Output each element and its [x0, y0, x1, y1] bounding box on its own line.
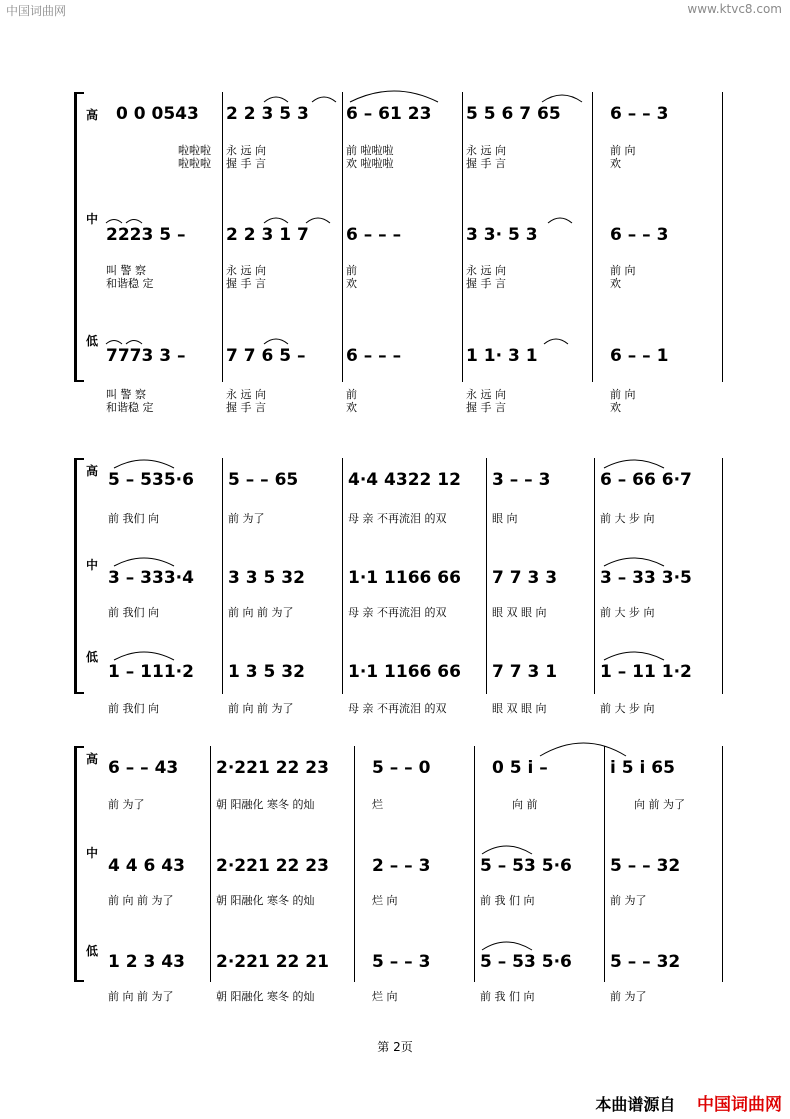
part-label: 高 — [86, 108, 99, 122]
lyric: 母 亲 不再流泪 的双 — [348, 702, 447, 715]
notes: 6 – – – — [346, 225, 402, 245]
barline — [210, 746, 211, 982]
notes: 5 – – 32 — [610, 856, 681, 876]
lyric: 前 为了 — [610, 894, 647, 907]
notes: 6 – – 43 — [108, 758, 179, 778]
lyric: 前 向 — [610, 144, 636, 157]
lyric: 叫 警 察 — [106, 264, 146, 277]
lyric: 前 我 们 向 — [480, 990, 535, 1003]
barline — [722, 92, 723, 382]
notes: 7773 3 – — [106, 346, 186, 366]
lyric: 和谐稳 定 — [106, 401, 154, 414]
notes: 1 – 111·2 — [108, 662, 194, 682]
lyric: 欢 — [346, 401, 357, 414]
lyric: 欢 — [610, 157, 621, 170]
lyric: 朝 阳融化 寒冬 的灿 — [216, 798, 315, 811]
barline — [722, 458, 723, 694]
lyric: 眼 向 — [492, 512, 518, 525]
notes: 1 3 5 32 — [228, 662, 305, 682]
lyric: 欢 — [346, 277, 357, 290]
notes: 7 7 3 1 — [492, 662, 558, 682]
notes: i 5 i 65 — [610, 758, 675, 778]
score-system-2 — [74, 458, 724, 715]
lyric: 前 为了 — [228, 512, 265, 525]
lyric: 欢 啦啦啦 — [346, 157, 394, 170]
lyric: 前 我们 向 — [108, 606, 159, 619]
lyric: 握 手 言 — [466, 401, 506, 414]
lyric: 前 — [346, 388, 357, 401]
notes: 3 – – 3 — [492, 470, 551, 490]
lyric: 握 手 言 — [226, 277, 266, 290]
barline — [722, 746, 723, 982]
lyric: 前 啦啦啦 — [346, 144, 394, 157]
lyric: 永 远 向 — [466, 388, 506, 401]
lyric: 永 远 向 — [226, 388, 266, 401]
notes: 6 – – 3 — [610, 225, 669, 245]
lyric: 欢 — [610, 277, 621, 290]
score-system-3 — [74, 746, 724, 1003]
notes: 7 7 3 3 — [492, 568, 558, 588]
notes: 4 4 6 43 — [108, 856, 185, 876]
part-label: 中 — [86, 212, 99, 226]
lyric: 前 向 前 为了 — [228, 702, 294, 715]
lyric: 烂 向 — [372, 990, 398, 1003]
score-system-1 — [74, 92, 724, 414]
barline — [474, 746, 475, 982]
notes: 5 – – 32 — [610, 952, 681, 972]
lyric: 朝 阳融化 寒冬 的灿 — [216, 894, 315, 907]
barline — [354, 746, 355, 982]
lyric: 前 向 前 为了 — [228, 606, 294, 619]
lyric: 握 手 言 — [226, 157, 266, 170]
lyric: 和谐稳 定 — [106, 277, 154, 290]
notes: 2 2 3 1 7 — [226, 225, 309, 245]
lyric: 握 手 言 — [466, 277, 506, 290]
notes: 5 – 53 5·6 — [480, 952, 572, 972]
system-bracket — [74, 92, 84, 382]
notes: 6 – – – — [346, 346, 402, 366]
watermark-left: 中国词曲网 — [6, 4, 67, 18]
site-name: 中国词曲网 — [697, 1095, 782, 1115]
watermark-right: www.ktvc8.com — [687, 2, 782, 16]
barline — [462, 92, 463, 382]
notes: 0 0 0543 — [116, 104, 199, 124]
notes: 5 5 6 7 65 — [466, 104, 561, 124]
notes: 2 – – 3 — [372, 856, 431, 876]
notes: 5 – – 65 — [228, 470, 299, 490]
notes: 2·221 22 21 — [216, 952, 329, 972]
lyric: 前 向 — [610, 264, 636, 277]
lyric: 前 我们 向 — [108, 702, 159, 715]
lyric: 永 远 向 — [226, 144, 266, 157]
lyric: 握 手 言 — [466, 157, 506, 170]
notes: 3 – 333·4 — [108, 568, 194, 588]
notes: 0 5 i – — [492, 758, 548, 778]
barline — [222, 458, 223, 694]
notes: 6 – 61 23 — [346, 104, 432, 124]
notes: 1 – 11 1·2 — [600, 662, 692, 682]
part-label: 低 — [86, 334, 99, 348]
part-label: 低 — [86, 944, 99, 958]
lyric: 前 向 前 为了 — [108, 990, 174, 1003]
barline — [222, 92, 223, 382]
notes: 5 – 535·6 — [108, 470, 194, 490]
notes: 3 – 33 3·5 — [600, 568, 692, 588]
part-label: 高 — [86, 752, 99, 766]
part-label: 中 — [86, 846, 99, 860]
notes: 5 – – 0 — [372, 758, 431, 778]
notes: 3 3· 5 3 — [466, 225, 538, 245]
lyric: 烂 向 — [372, 894, 398, 907]
lyric: 烂 — [372, 798, 383, 811]
notes: 2·221 22 23 — [216, 758, 329, 778]
notes: 6 – 66 6·7 — [600, 470, 692, 490]
lyric: 叫 警 察 — [106, 388, 146, 401]
system-bracket — [74, 746, 84, 982]
lyric: 前 — [346, 264, 357, 277]
lyric: 眼 双 眼 向 — [492, 702, 547, 715]
lyric: 永 远 向 — [466, 264, 506, 277]
system-bracket — [74, 458, 84, 694]
lyric: 前 大 步 向 — [600, 702, 655, 715]
lyric: 前 我们 向 — [108, 512, 159, 525]
barline — [342, 458, 343, 694]
lyric: 眼 双 眼 向 — [492, 606, 547, 619]
notes: 1·1 1166 66 — [348, 662, 461, 682]
barline — [604, 746, 605, 982]
lyric: 永 远 向 — [466, 144, 506, 157]
notes: 1 1· 3 1 — [466, 346, 538, 366]
notes: 2·221 22 23 — [216, 856, 329, 876]
lyric: 前 大 步 向 — [600, 512, 655, 525]
barline — [592, 92, 593, 382]
notes: 2 2 3 5 3 — [226, 104, 309, 124]
lyric: 啦啦啦 — [178, 144, 211, 157]
source-label: 本曲谱源自 — [595, 1095, 676, 1114]
lyric: 前 为了 — [108, 798, 145, 811]
lyric: 母 亲 不再流泪 的双 — [348, 512, 447, 525]
lyric: 前 为了 — [610, 990, 647, 1003]
lyric: 前 向 — [610, 388, 636, 401]
notes: 1·1 1166 66 — [348, 568, 461, 588]
lyric: 欢 — [610, 401, 621, 414]
lyric: 向 前 — [512, 798, 538, 811]
lyric: 前 我 们 向 — [480, 894, 535, 907]
lyric: 永 远 向 — [226, 264, 266, 277]
lyric: 朝 阳融化 寒冬 的灿 — [216, 990, 315, 1003]
barline — [342, 92, 343, 382]
notes: 5 – – 3 — [372, 952, 431, 972]
notes: 1 2 3 43 — [108, 952, 185, 972]
part-label: 高 — [86, 464, 99, 478]
lyric: 向 前 为了 — [634, 798, 685, 811]
lyric: 啦啦啦 — [178, 157, 211, 170]
notes: 6 – – 3 — [610, 104, 669, 124]
notes: 7 7 6 5 – — [226, 346, 306, 366]
part-label: 低 — [86, 650, 99, 664]
lyric: 母 亲 不再流泪 的双 — [348, 606, 447, 619]
notes: 2223 5 – — [106, 225, 186, 245]
notes: 4·4 4322 12 — [348, 470, 461, 490]
notes: 5 – 53 5·6 — [480, 856, 572, 876]
lyric: 前 向 前 为了 — [108, 894, 174, 907]
lyric: 前 大 步 向 — [600, 606, 655, 619]
lyric: 握 手 言 — [226, 401, 266, 414]
source-credit — [595, 1090, 782, 1115]
page-number: 第 2页 — [377, 1040, 413, 1054]
part-label: 中 — [86, 558, 99, 572]
notes: 6 – – 1 — [610, 346, 669, 366]
barline — [486, 458, 487, 694]
notes: 3 3 5 32 — [228, 568, 305, 588]
barline — [594, 458, 595, 694]
